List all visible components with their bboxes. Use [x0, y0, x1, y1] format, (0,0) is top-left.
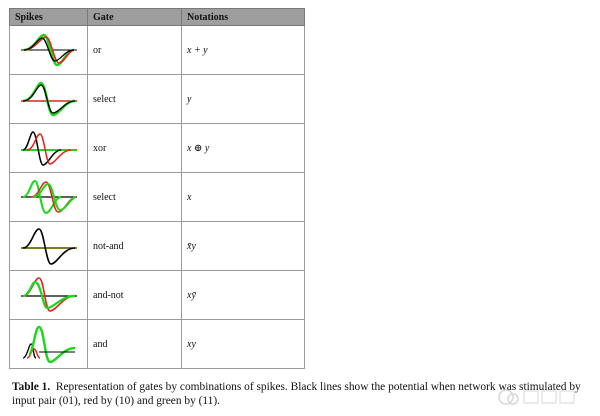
spike-cell	[10, 75, 88, 124]
caption-text: Representation of gates by combinations of spikes. Black lines show the potential when network was stimulated by input pair (01), red by (10) and green by (11).	[12, 381, 581, 407]
spike-not-and-icon	[19, 226, 79, 266]
spike-cell	[10, 271, 88, 320]
spike-cell	[10, 320, 88, 369]
spike-and-not-icon	[19, 275, 79, 315]
spike-and-icon	[19, 324, 79, 364]
caption-label: Table 1.	[12, 381, 51, 393]
notation-cell: x	[182, 173, 305, 222]
header-notations: Notations	[182, 9, 305, 26]
spike-select-y-icon	[19, 79, 79, 119]
notation-cell: x + y	[182, 26, 305, 75]
gate-cell: xor	[88, 124, 182, 173]
gate-cell: and-not	[88, 271, 182, 320]
notation-cell: y	[182, 75, 305, 124]
header-spikes: Spikes	[10, 9, 88, 26]
table-row	[10, 26, 305, 75]
spike-cell	[10, 124, 88, 173]
notation-cell: xy	[182, 320, 305, 369]
notation-cell: x ⊕ y	[182, 124, 305, 173]
table-row	[10, 75, 305, 124]
table-row	[10, 271, 305, 320]
table-header-row	[10, 9, 305, 26]
header-gate: Gate	[88, 9, 182, 26]
spike-cell	[10, 26, 88, 75]
gate-cell: or	[88, 26, 182, 75]
table-row	[10, 320, 305, 369]
spike-xor-icon	[19, 128, 79, 168]
watermark-icon	[496, 385, 586, 409]
gate-cell: select	[88, 75, 182, 124]
spike-cell	[10, 173, 88, 222]
table-row	[10, 173, 305, 222]
gates-table	[9, 8, 305, 369]
notation-cell: xȳ	[182, 271, 305, 320]
gate-cell: select	[88, 173, 182, 222]
notation-cell: x̄y	[182, 222, 305, 271]
gate-cell: not-and	[88, 222, 182, 271]
spike-select-x-icon	[19, 177, 79, 217]
spike-or-icon	[19, 30, 79, 70]
table-row	[10, 124, 305, 173]
table-row	[10, 222, 305, 271]
gate-cell: and	[88, 320, 182, 369]
spike-cell	[10, 222, 88, 271]
